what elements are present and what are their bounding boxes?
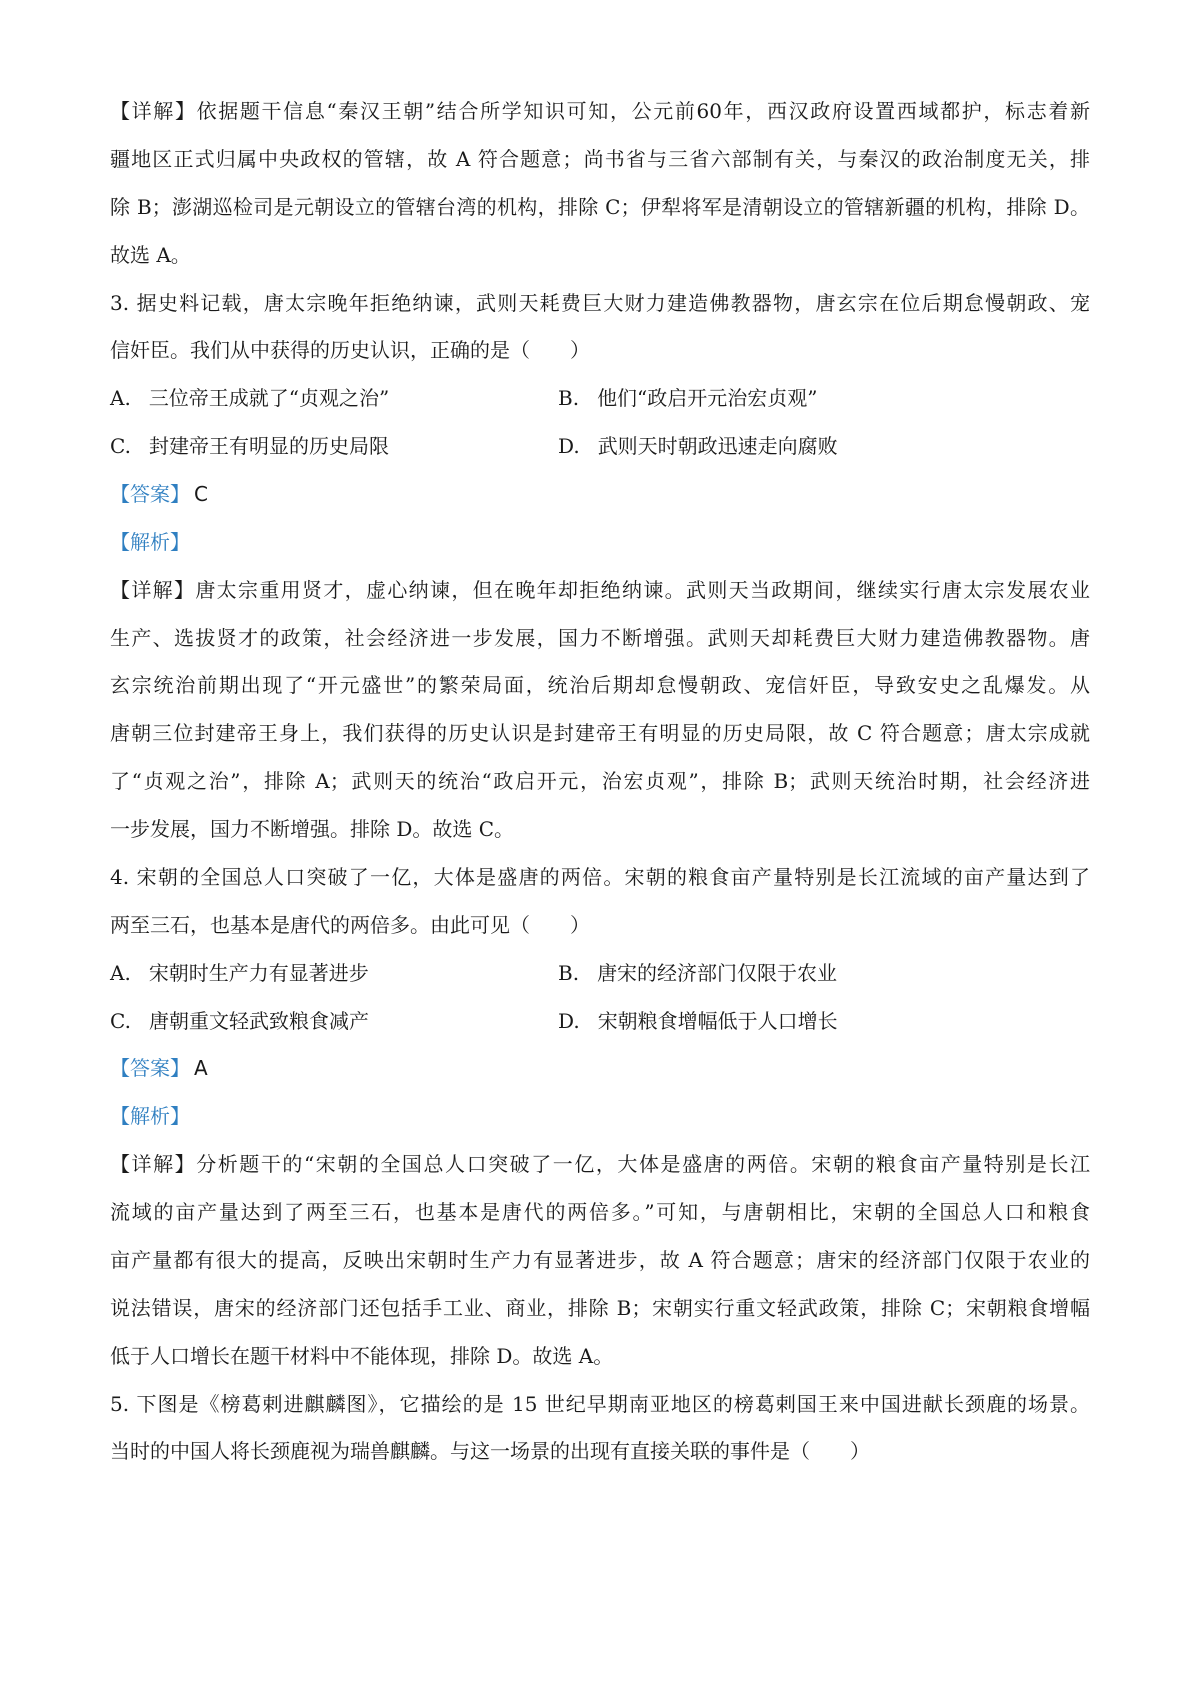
q3-option-c: C. 封建帝王有明显的历史局限 bbox=[110, 434, 389, 458]
q4-option-a: A. 宋朝时生产力有显著进步 bbox=[110, 961, 369, 985]
q5-stem-line-1: 5. 下图是《榜葛剌进麒麟图》，它描绘的是 15 世纪早期南亚地区的榜葛剌国王来中国进献长颈鹿的场景。 bbox=[110, 1392, 1090, 1416]
q4-detail-line-2: 流域的亩产量达到了两至三石，也基本是唐代的两倍多。”可知，与唐朝相比，宋朝的全国总人口和粮食 bbox=[110, 1200, 1090, 1224]
q3-detail-line-1: 【详解】唐太宗重用贤才，虚心纳谏，但在晚年却拒绝纳谏。武则天当政期间，继续实行唐太宗发展农业 bbox=[110, 578, 1091, 602]
answer-value: A bbox=[194, 1056, 208, 1080]
q3-option-a: A. 三位帝王成就了“贞观之治” bbox=[110, 386, 390, 410]
q2-detail-line-4: 故选 A。 bbox=[110, 243, 191, 267]
q4-detail-line-3: 亩产量都有很大的提高，反映出宋朝时生产力有显著进步，故 A 符合题意；唐宋的经济部门仅限于农业的 bbox=[110, 1248, 1090, 1272]
q3-option-d: D. 武则天时朝政迅速走向腐败 bbox=[558, 434, 838, 458]
detail-tag: 【详解】 bbox=[110, 578, 196, 602]
answer-tag: 【答案】 bbox=[110, 482, 190, 506]
q4-stem-line-2: 两至三石，也基本是唐代的两倍多。由此可见（ ） bbox=[110, 913, 590, 937]
q3-detail-line-5: 了“贞观之治”，排除 A；武则天的统治“政启开元，治宏贞观”，排除 B；武则天统治时期，社会经济进 bbox=[110, 769, 1090, 793]
answer-value: C bbox=[194, 482, 208, 506]
q2-detail-line-3: 除 B；澎湖巡检司是元朝设立的管辖台湾的机构，排除 C；伊犁将军是清朝设立的管辖新疆的机构，排除 D。 bbox=[110, 195, 1090, 219]
q4-detail-line-5: 低于人口增长在题干材料中不能体现，排除 D。故选 A。 bbox=[110, 1344, 614, 1368]
q5-stem-line-2: 当时的中国人将长颈鹿视为瑞兽麒麟。与这一场景的出现有直接关联的事件是（ ） bbox=[110, 1439, 870, 1463]
q3-stem-line-1: 3. 据史料记载，唐太宗晚年拒绝纳谏，武则天耗费巨大财力建造佛教器物，唐玄宗在位后期怠慢朝政、宠 bbox=[110, 291, 1090, 315]
q3-stem-line-2: 信奸臣。我们从中获得的历史认识，正确的是（ ） bbox=[110, 338, 590, 362]
q4-detail-line-4: 说法错误，唐宋的经济部门还包括手工业、商业，排除 B；宋朝实行重文轻武政策，排除 C；宋朝粮食增幅 bbox=[110, 1296, 1090, 1320]
q4-option-c: C. 唐朝重文轻武致粮食减产 bbox=[110, 1009, 369, 1033]
q2-detail-line-1: 【详解】依据题干信息“秦汉王朝”结合所学知识可知，公元前60年，西汉政府设置西域都护，标志着新 bbox=[110, 99, 1090, 123]
q4-option-b: B. 唐宋的经济部门仅限于农业 bbox=[558, 961, 838, 985]
q4-stem-line-1: 4. 宋朝的全国总人口突破了一亿，大体是盛唐的两倍。宋朝的粮食亩产量特别是长江流域的亩产量达到了 bbox=[110, 865, 1090, 889]
q3-analysis-tag: 【解析】 bbox=[110, 530, 190, 554]
q3-detail-line-2: 生产、选拔贤才的政策，社会经济进一步发展，国力不断增强。武则天却耗费巨大财力建造佛教器物。唐 bbox=[110, 626, 1090, 650]
q3-option-b: B. 他们“政启开元治宏贞观” bbox=[558, 386, 818, 410]
q3-detail-line-4: 唐朝三位封建帝王身上，我们获得的历史认识是封建帝王有明显的历史局限，故 C 符合题意；唐太宗成就 bbox=[110, 721, 1090, 745]
q3-detail-line-3: 玄宗统治前期出现了“开元盛世”的繁荣局面，统治后期却怠慢朝政、宠信奸臣，导致安史之乱爆发。从 bbox=[110, 673, 1090, 697]
q4-answer bbox=[110, 1054, 1090, 1082]
q4-detail-line-1: 【详解】分析题干的“宋朝的全国总人口突破了一亿，大体是盛唐的两倍。宋朝的粮食亩产量特别是长江 bbox=[110, 1152, 1090, 1176]
q4-analysis-tag: 【解析】 bbox=[110, 1104, 190, 1128]
detail-tag: 【详解】 bbox=[110, 99, 197, 123]
q3-answer bbox=[110, 480, 1090, 508]
q2-detail-line-2: 疆地区正式归属中央政权的管辖，故 A 符合题意；尚书省与三省六部制有关，与秦汉的政治制度无关，排 bbox=[110, 147, 1090, 171]
detail-tag: 【详解】 bbox=[110, 1152, 197, 1176]
q3-detail-line-6: 一步发展，国力不断增强。排除 D。故选 C。 bbox=[110, 817, 515, 841]
q4-option-d: D. 宋朝粮食增幅低于人口增长 bbox=[558, 1009, 838, 1033]
answer-tag: 【答案】 bbox=[110, 1056, 190, 1080]
